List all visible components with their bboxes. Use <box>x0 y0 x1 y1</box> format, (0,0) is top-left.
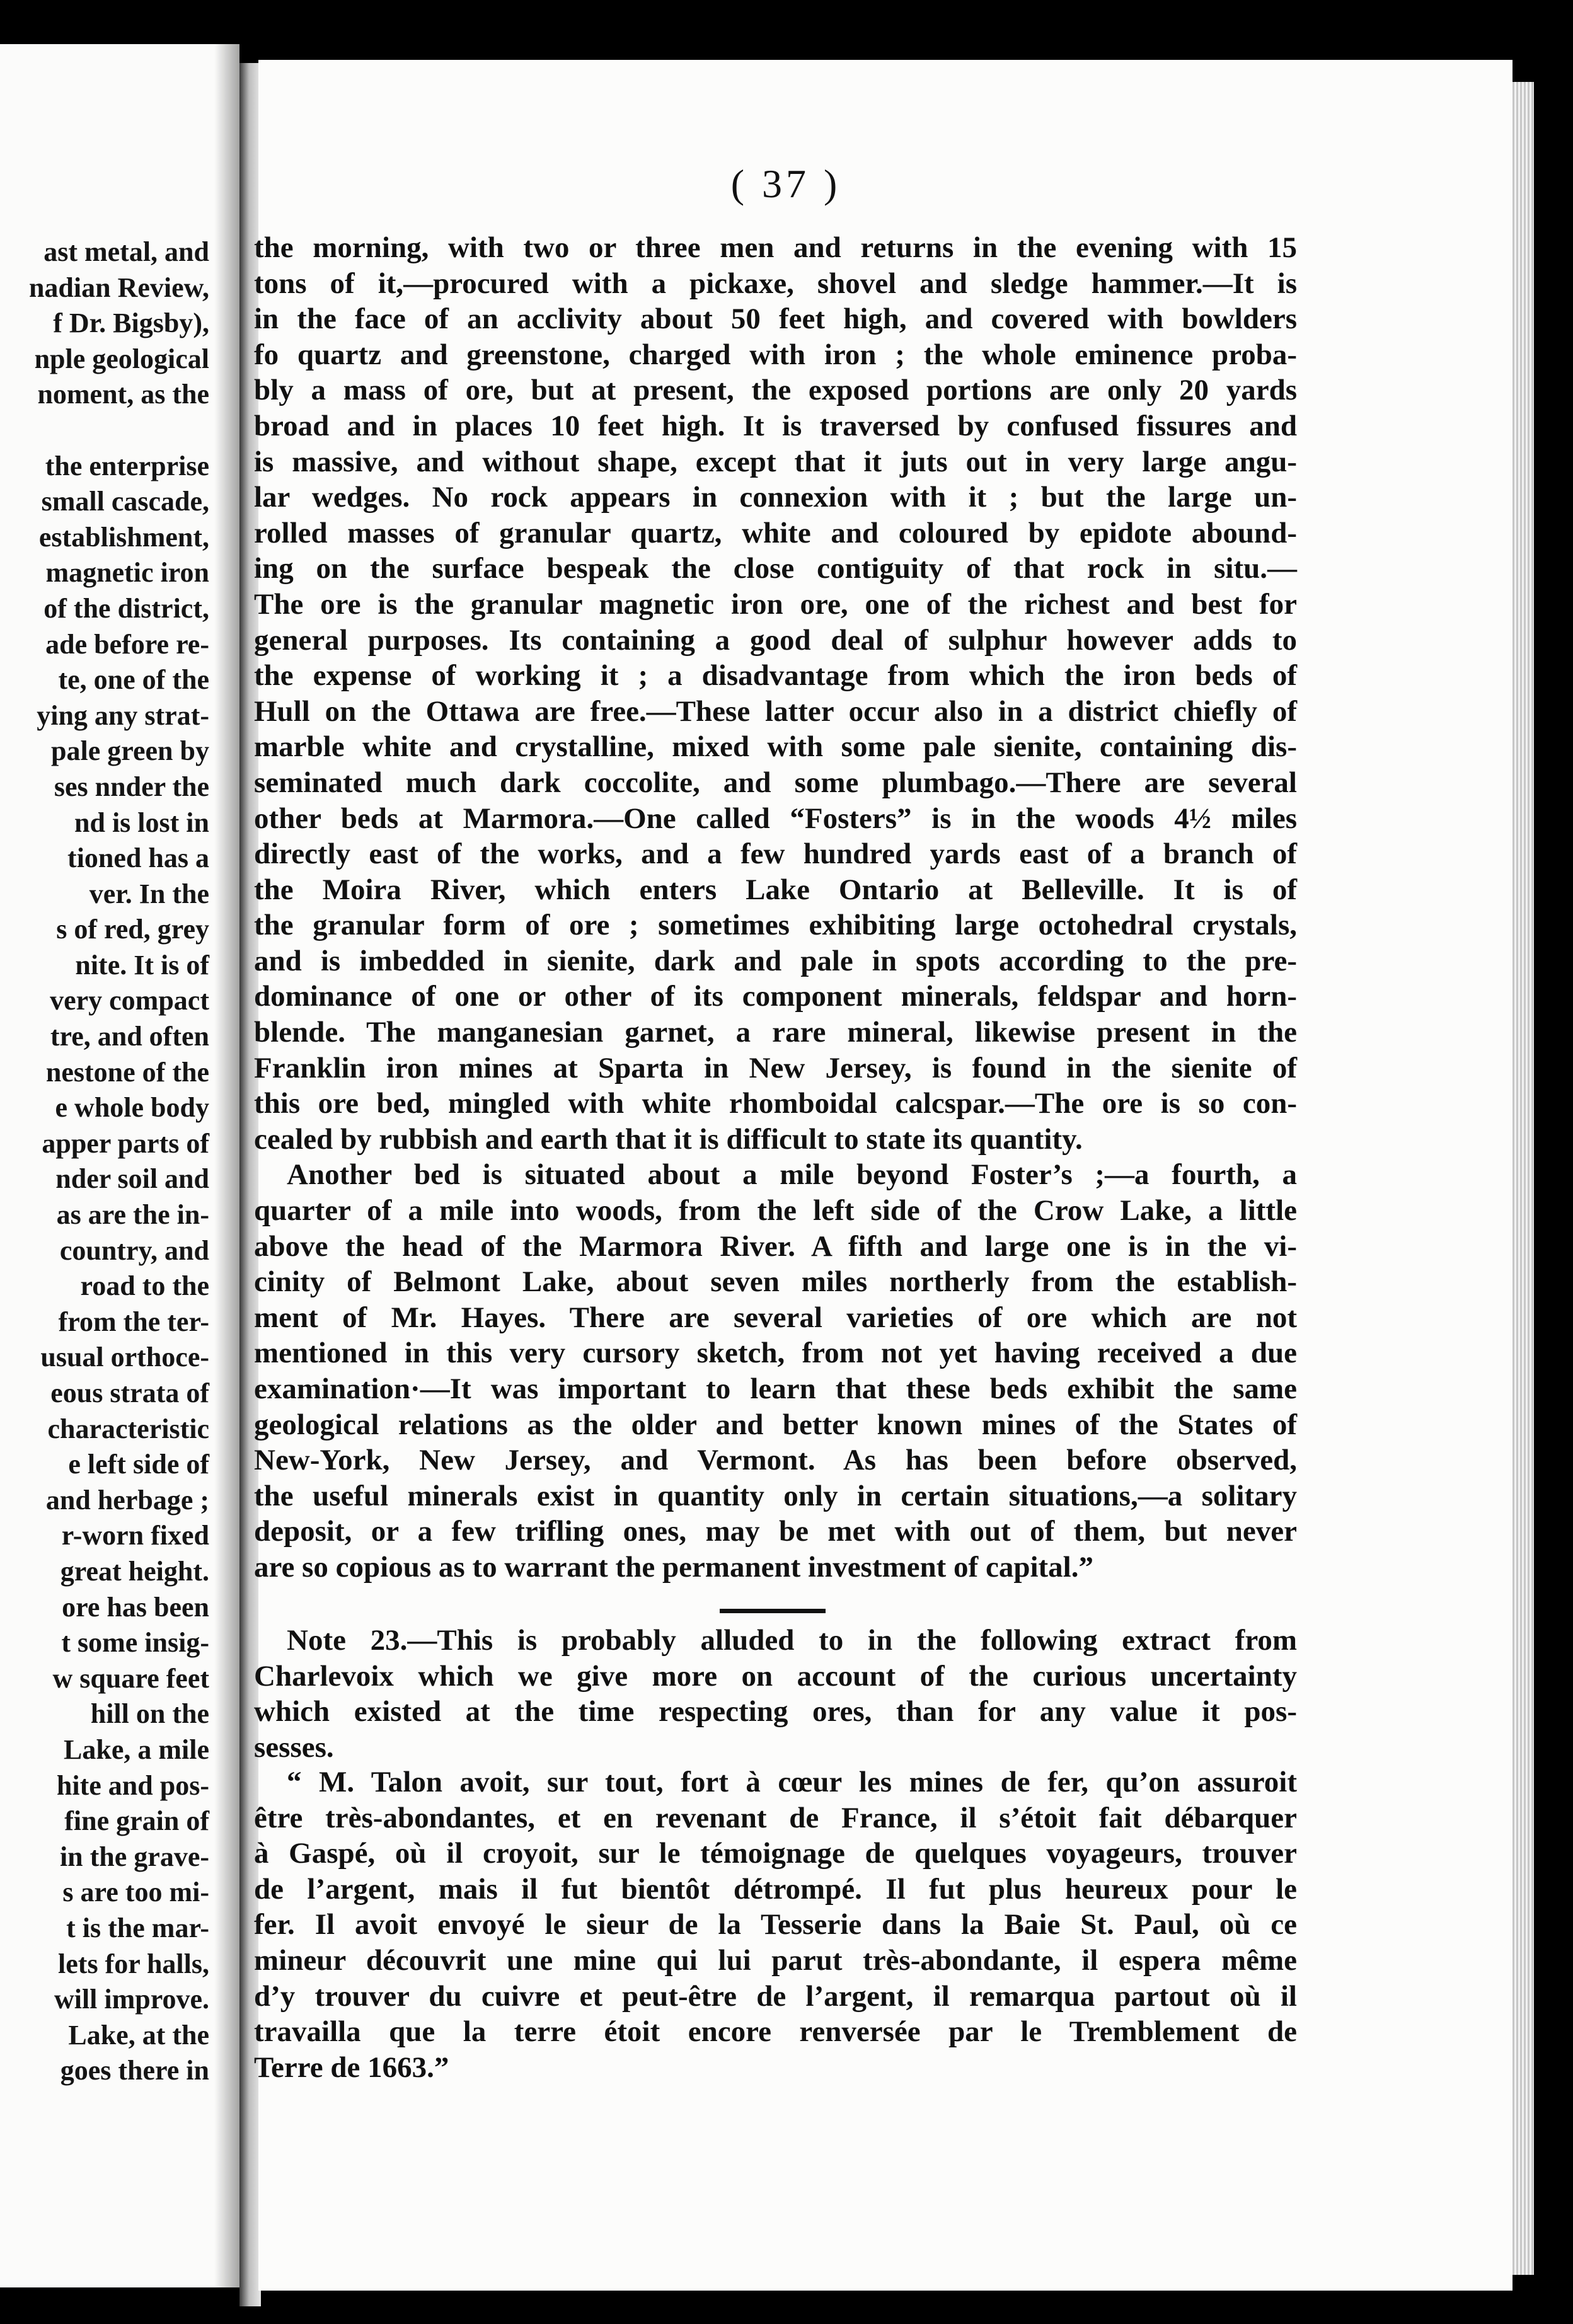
text-line: marble white and crystalline, mixed with some pale sienite, containing dis- <box>254 730 1297 764</box>
left-page-line: w square feet <box>52 1662 209 1694</box>
text-line: examination·—It was important to learn that these beds exhibit the same <box>254 1372 1297 1405</box>
text-line: the Moira River, which enters Lake Ontario at Belleville. It is of <box>254 873 1297 906</box>
text-line: geological relations as the older and better known mines of the States of <box>254 1408 1297 1441</box>
left-page-line: Lake, at the <box>68 2019 209 2051</box>
text-line: fo quartz and greenstone, charged with iron ; the whole eminence proba- <box>254 338 1297 371</box>
text-line: bly a mass of ore, but at present, the exposed portions are only 20 yards <box>254 374 1297 407</box>
text-line: the useful minerals exist in quantity only in certain situations,—a solitary <box>254 1479 1297 1512</box>
charlevoix-quotation <box>254 1764 1297 2085</box>
left-page-line: pale green by <box>51 735 209 767</box>
left-page-line: nder soil and <box>55 1163 209 1195</box>
left-page-line: ast metal, and <box>43 236 209 267</box>
page-edges <box>1512 82 1534 2275</box>
left-page-text-fragments <box>0 234 209 2089</box>
text-line: above the head of the Marmora River. A fifth and large one is in the vi- <box>254 1229 1297 1263</box>
left-page-line: s are too mi- <box>62 1877 209 1908</box>
text-line: the morning, with two or three men and returns in the evening with 15 <box>254 231 1297 264</box>
quote-line: à Gaspé, où il croyoit, sur le témoignage de quelques voyageurs, trouver <box>254 1837 1297 1870</box>
left-page-line: lets for halls, <box>58 1948 209 1979</box>
text-line: rolled masses of granular quartz, white and coloured by epidote abound- <box>254 516 1297 549</box>
left-page-line: from the ter- <box>58 1306 209 1337</box>
text-line: ing on the surface bespeak the close contiguity of that rock in situ.— <box>254 552 1297 585</box>
text-line: cealed by rubbish and earth that it is difficult to state its quantity. <box>254 1122 1083 1156</box>
text-line: general purposes. Its containing a good deal of sulphur however adds to <box>254 623 1297 657</box>
text-line: the expense of working it ; a disadvantage from which the iron beds of <box>254 659 1297 693</box>
text-line: other beds at Marmora.—One called “Fosters” is in the woods 4½ miles <box>254 802 1297 835</box>
quote-line: “ M. Talon avoit, sur tout, fort à cœur les mines de fer, qu’on assuroit <box>287 1766 1297 1798</box>
left-page-line: ying any strat- <box>37 699 209 731</box>
left-page-line: very compact <box>50 985 209 1016</box>
note-line: sesses. <box>254 1730 334 1764</box>
quote-line: fer. Il avoit envoyé le sieur de la Tesserie dans la Baie St. Paul, où ce <box>254 1908 1297 1941</box>
text-line: quarter of a mile into woods, from the left side of the Crow Lake, a little <box>254 1194 1297 1228</box>
left-page-line: goes there in <box>60 2055 209 2086</box>
left-page-line: hite and pos- <box>56 1769 209 1801</box>
quote-line: mineur découvrit une mine qui lui parut très-abondante, il espera même <box>254 1943 1297 1977</box>
left-page-line: nite. It is of <box>75 949 209 981</box>
left-page-line: e whole body <box>55 1092 209 1124</box>
left-page-line: as are the in- <box>56 1199 209 1231</box>
note-line: which existed at the time respecting ores, than for any value it pos- <box>254 1695 1297 1729</box>
left-page-line: establishment, <box>38 521 209 553</box>
text-line: directly east of the works, and a few hundred yards east of a branch of <box>254 837 1297 871</box>
left-page-line: nadian Review, <box>28 272 209 303</box>
text-line: Franklin iron mines at Sparta in New Jersey, is found in the sienite of <box>254 1051 1297 1084</box>
main-paragraphs <box>254 230 1297 1585</box>
text-line: Another bed is situated about a mile beyond Foster’s ;—a fourth, a <box>287 1158 1297 1192</box>
left-page-line: nd is lost in <box>74 807 209 838</box>
left-page-line: will improve. <box>54 1984 209 2015</box>
text-line: cinity of Belmont Lake, about seven miles northerly from the establish- <box>254 1265 1297 1299</box>
text-line: blende. The manganesian garnet, a rare mineral, likewise present in the <box>254 1016 1297 1049</box>
left-page-line: country, and <box>59 1234 209 1266</box>
left-page-line: s of red, grey <box>56 914 209 945</box>
left-page-line: eous strata of <box>50 1378 209 1408</box>
text-line: seminated much dark coccolite, and some plumbago.—There are several <box>254 766 1297 799</box>
left-facing-page <box>0 44 239 2287</box>
text-line: are so copious as to warrant the permanent investment of capital.” <box>254 1550 1093 1584</box>
note-line: Note 23.—This is probably alluded to in the following extract from <box>287 1624 1297 1657</box>
left-page-line: nestone of the <box>45 1056 209 1088</box>
text-line: broad and in places 10 feet high. It is traversed by confused fissures and <box>254 409 1297 442</box>
left-page-line: e left side of <box>68 1449 209 1480</box>
left-page-line: fine grain of <box>64 1805 209 1837</box>
text-line: tons of it,—procured with a pickaxe, shovel and sledge hammer.—It is <box>254 267 1297 300</box>
quote-line: être très-abondantes, et en revenant de France, il s’étoit fait débarquer <box>254 1801 1297 1834</box>
quote-line: d’y trouver du cuivre et peut-être de l’argent, il remarqua partout où il <box>254 1979 1297 2013</box>
left-page-line: ade before re- <box>45 628 209 660</box>
left-page-line: Lake, a mile <box>64 1734 209 1765</box>
left-page-line: ver. In the <box>89 878 209 909</box>
note-23-paragraph <box>254 1623 1297 1765</box>
left-page-line: small cascade, <box>41 486 209 517</box>
text-line: in the face of an acclivity about 50 feet high, and covered with bowlders <box>254 302 1297 336</box>
left-page-line: f Dr. Bigsby), <box>53 308 209 339</box>
text-line: dominance of one or other of its component minerals, feldspar and horn- <box>254 980 1297 1013</box>
left-page-line: of the district, <box>43 592 209 624</box>
left-page-line: the enterprise <box>45 450 209 481</box>
left-page-line: hill on the <box>90 1698 209 1730</box>
left-page-line: tioned has a <box>67 843 209 874</box>
text-line: lar wedges. No rock appears in connexion with it ; but the large un- <box>254 481 1297 514</box>
left-page-line: ore has been <box>62 1591 209 1623</box>
left-page-line: apper parts of <box>42 1127 209 1159</box>
text-line: and is imbedded in sienite, dark and pale in spots according to the pre- <box>254 944 1297 977</box>
text-line: is massive, and without shape, except that it juts out in very large angu- <box>254 445 1297 478</box>
text-line: ment of Mr. Hayes. There are several varieties of ore which are not <box>254 1301 1297 1334</box>
left-page-line: t some insig- <box>61 1627 209 1659</box>
left-page-line: magnetic iron <box>45 557 209 589</box>
quote-line: travailla que la terre étoit encore renversée par le Tremblement de <box>254 2015 1297 2049</box>
text-line: New-York, New Jersey, and Vermont. As has been before observed, <box>254 1444 1297 1477</box>
text-line: The ore is the granular magnetic iron ore, one of the richest and best for <box>254 587 1297 621</box>
page-number: ( 37 ) <box>730 161 841 206</box>
text-line: mentioned in this very cursory sketch, from not yet having received a due <box>254 1337 1297 1370</box>
left-page-line: r-worn fixed <box>61 1520 209 1551</box>
left-page-line: nple geological <box>34 343 209 374</box>
left-page-line: great height. <box>60 1555 209 1587</box>
gutter-shadow <box>214 44 239 2287</box>
quote-line: Terre de 1663.” <box>254 2051 449 2084</box>
left-page-line: noment, as the <box>37 379 209 410</box>
left-page-line: usual orthoce- <box>40 1342 209 1373</box>
left-page-line: te, one of the <box>58 664 209 696</box>
section-rule <box>720 1609 826 1613</box>
text-line: Hull on the Ottawa are free.—These latter occur also in a district chiefly of <box>254 694 1297 728</box>
left-page-line: in the grave- <box>59 1841 209 1872</box>
quote-line: de l’argent, mais il fut bientôt détrompé. Il fut plus heureux pour le <box>254 1872 1297 1906</box>
left-page-line: t is the mar- <box>66 1912 209 1943</box>
left-page-line: and herbage ; <box>45 1484 209 1516</box>
left-page-line: ses nnder the <box>54 771 209 802</box>
left-page-line: tre, and often <box>50 1021 209 1052</box>
note-line: Charlevoix which we give more on account of the curious uncertainty <box>254 1659 1297 1693</box>
left-page-line <box>0 413 209 449</box>
text-line: deposit, or a few trifling ones, may be met with out of them, but never <box>254 1515 1297 1548</box>
left-page-line: characteristic <box>47 1413 209 1444</box>
left-page-line: road to the <box>80 1270 209 1302</box>
text-line: this ore bed, mingled with white rhomboidal calcspar.—The ore is so con- <box>254 1087 1297 1120</box>
text-line: the granular form of ore ; sometimes exhibiting large octohedral crystals, <box>254 909 1297 942</box>
